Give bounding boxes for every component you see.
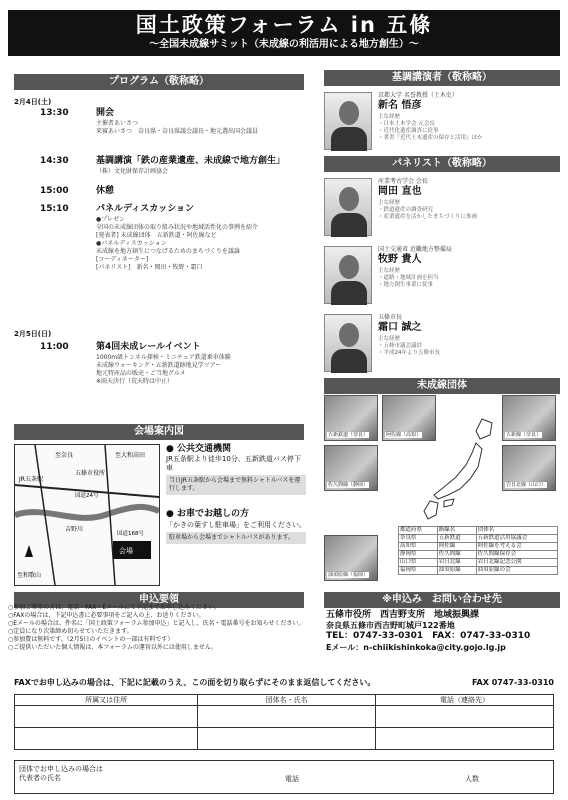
apply-line: ○参加費は無料です。（2月5日のイベントの一部は有料です）	[8, 636, 174, 643]
section-header-venue: 会場案内図	[14, 424, 304, 440]
section-header-keynote: 基調講演者（敬称略）	[324, 70, 560, 86]
svg-text:至和歌山: 至和歌山	[17, 572, 42, 579]
program-detail: 1000m級トンネル探検・ミニチュア鉄道乗車体験 未成線ウォーキング・五新鉄道跡地見学ツアー 地元特産品の販売・ご当地グルメ ※雨天決行（荒天時は中止）	[96, 354, 231, 385]
apply-instructions	[8, 604, 308, 652]
table-row: 都道府県 路線名 団体名	[399, 527, 558, 535]
table-row: 奈良県 五新鉄道 五新鉄道活用協議会	[399, 535, 558, 543]
car-note: 駐車場から会場までシャトルバスがあります。	[166, 532, 306, 544]
railway-photo: 五新線（奈良）	[502, 395, 556, 441]
railway-table	[398, 526, 558, 575]
form-cell[interactable]	[376, 728, 554, 750]
program-title: パネルディスカッション	[96, 204, 195, 214]
railway-photo: 五新鉄道（奈良）	[324, 395, 378, 441]
japan-map-icon	[420, 415, 500, 525]
apply-line: ○ご提供いただいた個人情報は、本フォーラムの運営以外には使用しません。	[8, 644, 218, 651]
table-header-row	[15, 695, 554, 706]
speaker-photo	[324, 178, 372, 236]
program-time: 13:30	[40, 108, 69, 118]
speaker-photo	[324, 92, 372, 150]
program-list	[14, 98, 314, 418]
svg-text:至奈良: 至奈良	[55, 452, 74, 459]
table-row: 福岡県 油須原線 油須原線の会	[399, 567, 558, 575]
form-row	[15, 706, 554, 728]
program-time: 15:00	[40, 186, 69, 196]
section-header-railways: 未成線団体	[324, 378, 560, 394]
railway-photo: 油須原線（福岡）	[324, 535, 378, 581]
keynote-speaker	[324, 92, 556, 152]
svg-text:JR五条駅: JR五条駅	[19, 476, 43, 483]
program-day1: 2月4日(土)	[14, 98, 52, 106]
apply-line: ○Eメールの場合は、件名に「国土政策フォーラム参加申込」と記入し、氏名・電話番号をお知らせください。	[8, 620, 305, 627]
speaker-title: 京都大学 名誉教授（土木史）	[378, 92, 458, 99]
speaker-bio: 主な経歴 ・五條市議会議員 ・平成24年より五條市長	[378, 336, 440, 356]
car-text: 「かきの葉すし駐車場」をご利用ください。	[166, 520, 306, 529]
program-detail: （株）文化財保存計画協会	[96, 168, 169, 175]
access-note: 当日JR五条駅から会場まで無料シャトルバスを運行します。	[166, 475, 306, 495]
panelist	[324, 246, 556, 308]
section-header-contact: ※申込み お問い合わせ先	[324, 592, 560, 608]
table-row: 山口県 岩日北線 岩日北線記念公園	[399, 559, 558, 567]
form-cell[interactable]	[198, 728, 376, 750]
access-text: JR五条駅より徒歩10分、五新鉄道バス停下車	[166, 455, 301, 473]
speaker-title: 国土交通省 近畿地方整備局	[378, 246, 452, 253]
railway-photo: 岩日北線（山口）	[502, 445, 556, 491]
group-application-row[interactable]	[14, 760, 554, 794]
speaker-photo	[324, 246, 372, 304]
access-heading: ● 公共交通機関	[166, 444, 231, 454]
form-header: 電話（連絡先）	[376, 695, 554, 706]
contact-address: 奈良県五條市西吉野町城戸122番地	[326, 621, 455, 631]
fax-intro: FAXでお申し込みの場合は、下記に記載のうえ、この面を切り取らずにそのまま返信してください。	[14, 678, 376, 687]
svg-text:至大和高田: 至大和高田	[115, 452, 146, 459]
form-header: 所属又は住所	[15, 695, 198, 706]
car-heading: ● お車でお越しの方	[166, 509, 249, 520]
panelist	[324, 178, 556, 240]
form-cell[interactable]	[15, 706, 198, 728]
form-cell[interactable]	[15, 728, 198, 750]
form-row	[15, 728, 554, 750]
svg-text:五條市役所: 五條市役所	[75, 470, 106, 477]
section-header-apply: 申込要領	[14, 592, 304, 608]
form-cell[interactable]	[198, 706, 376, 728]
program-title: 基調講演「鉄の産業遺産、未成線で地方創生」	[96, 156, 286, 166]
svg-text:国道24号: 国道24号	[75, 493, 99, 499]
fax-instruction	[14, 678, 554, 688]
speaker-name: 霜口 誠之	[378, 321, 422, 333]
speaker-name: 岡田 直也	[378, 185, 422, 197]
table-row: 高知県 阿佐線 阿佐線を考える会	[399, 543, 558, 551]
page-subtitle: ～全国未成線サミット（未成線の利活用による地方創生）～	[149, 39, 419, 50]
speaker-bio: 主な経歴 ・道路・地域計画を担当 ・地方創生事業に従事	[378, 268, 439, 288]
speaker-name: 新名 悟彦	[378, 99, 422, 111]
program-time: 11:00	[40, 342, 69, 352]
north-arrow-icon	[25, 545, 33, 557]
apply-line: ○FAXの場合は、下記申込書に必要事項をご記入の上、お送りください。	[8, 612, 205, 619]
program-day2: 2月5日(日)	[14, 330, 52, 338]
speaker-title: 産業考古学会 会長	[378, 178, 428, 185]
fax-number: FAX 0747-33-0310	[472, 678, 554, 687]
railway-photo: 阿佐線（高知）	[382, 395, 436, 441]
program-detail: ●プレゼン 全国の未成線団体の取り組み状況や地域活性化の事例を紹介 [発表者] 未成線団体 五新鉄道・阿佐線など ●パネルディスカッション 未成線を地方創生につなげるためのまちづくりを議論 [コーディネーター] [パネリスト] 新名・岡田・牧野・霜口	[96, 216, 259, 271]
panelist	[324, 314, 556, 376]
contact-info	[326, 610, 560, 653]
phone-label: 電話	[285, 775, 299, 783]
program-time: 14:30	[40, 156, 69, 166]
contact-org: 五條市役所 西吉野支所 地域振興課	[326, 610, 480, 620]
table-row: 静岡県 佐久間線 佐久間線保存会	[399, 551, 558, 559]
count-label: 人数	[465, 775, 479, 783]
apply-line: ○定員になり次第締め切らせていただきます。	[8, 628, 133, 635]
form-header: 団体名・氏名	[198, 695, 376, 706]
speaker-photo	[324, 314, 372, 372]
contact-email[interactable]: Eメール：n-chiikishinkoka@city.gojo.lg.jp	[326, 642, 506, 652]
svg-text:会場: 会場	[119, 547, 133, 555]
form-cell[interactable]	[376, 706, 554, 728]
program-title: 第4回未成レールイベント	[96, 342, 201, 352]
map-illustration	[15, 445, 159, 585]
speaker-bio: 主な経歴 ・鉄道遺産の調査研究 ・産業遺産を活かしたまちづくりに参画	[378, 200, 477, 220]
svg-text:吉野川: 吉野川	[65, 526, 84, 533]
title-banner	[8, 10, 560, 56]
access-info	[166, 444, 306, 544]
apply-line: ○参加ご希望の方は、電話・FAX・Eメールにて下記までお申し込みください。	[8, 604, 221, 611]
speaker-title: 五條市長	[378, 314, 403, 321]
railway-photo: 佐久間線（静岡）	[324, 445, 378, 491]
program-detail: 主催者あいさつ 来賓あいさつ 奈良県・奈良県議会議長・地元選出国会議員	[96, 120, 259, 135]
venue-map	[14, 444, 160, 586]
svg-text:国道168号: 国道168号	[117, 531, 144, 537]
program-title: 開会	[96, 108, 115, 118]
page-title: 国土政策フォーラム in 五條	[135, 13, 433, 37]
fax-form-table	[14, 694, 554, 750]
contact-tel-fax: TEL：0747-33-0301 FAX：0747-33-0310	[326, 631, 531, 642]
speaker-bio: 主な経歴 ・日本土木学会 元会長 ・近代化遺産調査に従事 ・著書『近代土木遺産の保存と活用』ほか	[378, 114, 483, 141]
group-label: 団体でお申し込みの場合は 代表者の氏名	[19, 765, 103, 782]
program-time: 15:10	[40, 204, 69, 214]
speaker-name: 牧野 貴人	[378, 253, 422, 265]
program-title: 休憩	[96, 186, 115, 196]
section-header-panelists: パネリスト（敬称略）	[324, 156, 560, 172]
section-header-program: プログラム（敬称略）	[14, 74, 304, 90]
